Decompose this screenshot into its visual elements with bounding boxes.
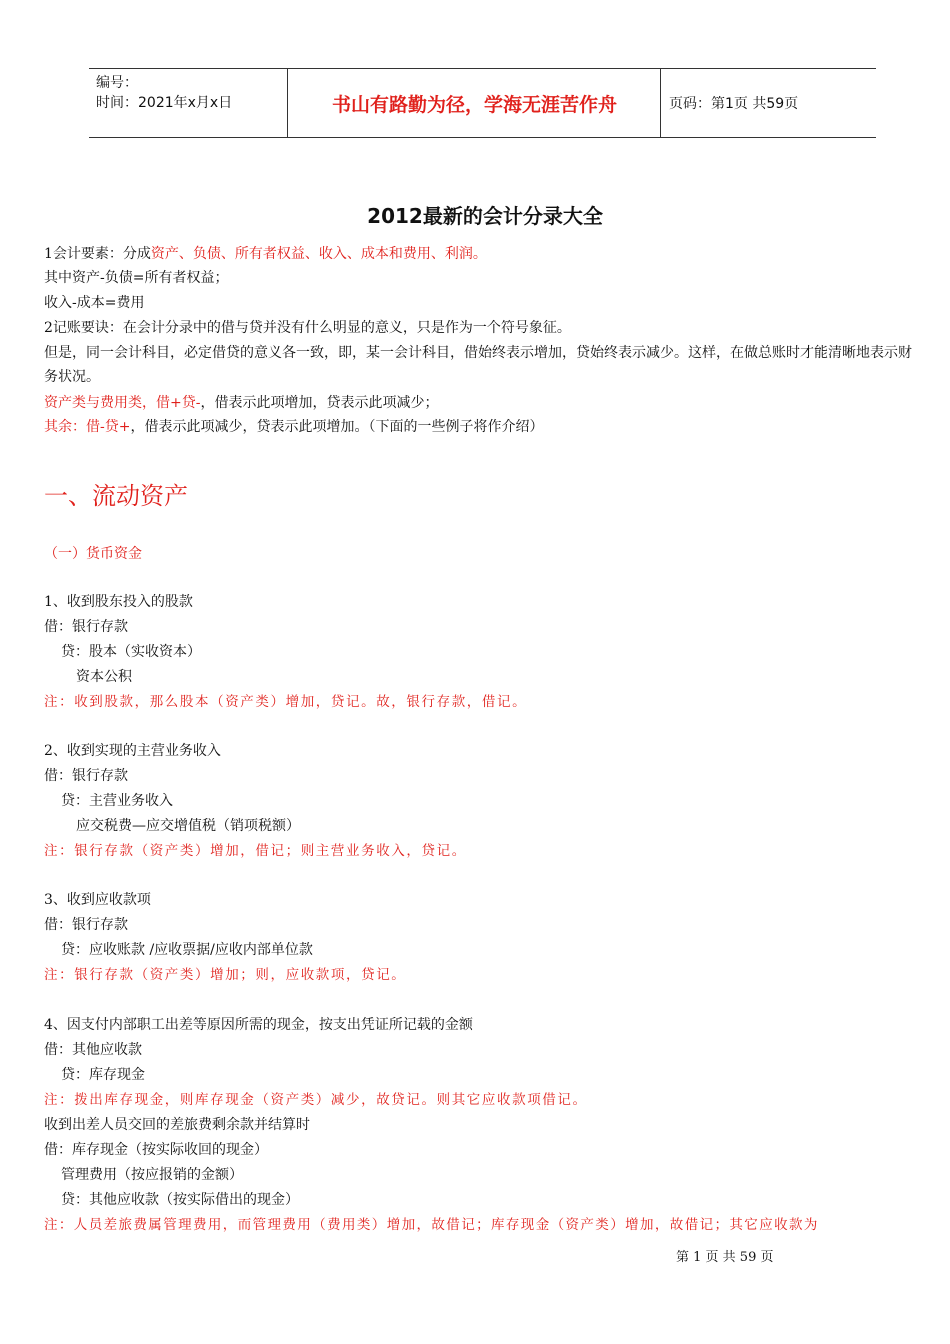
intro-line-4: 2记账要诀：在会计分录中的借与贷并没有什么明显的意义，只是作为一个符号象征。 bbox=[44, 320, 571, 336]
entry-credit: 贷：库存现金 bbox=[61, 1067, 145, 1083]
header-divider bbox=[660, 69, 661, 137]
intro-line-1 bbox=[44, 244, 487, 264]
header-page-info: 页码：第1页 共59页 bbox=[669, 96, 799, 112]
entry-note: 注：银行存款（资产类）增加，借记；则主营业务收入，贷记。 bbox=[44, 843, 467, 859]
intro-line-7 bbox=[44, 417, 543, 437]
page-footer: 第 1 页 共 59 页 bbox=[676, 1250, 774, 1265]
entry-debit: 借：银行存款 bbox=[44, 917, 128, 933]
entry-debit: 借：库存现金（按实际收回的现金） bbox=[44, 1142, 268, 1158]
intro-line-2: 其中资产-负债=所有者权益； bbox=[44, 270, 229, 286]
entry-credit: 贷：应收账款 /应收票据/应收内部单位款 bbox=[61, 942, 313, 958]
entry-title: 3、收到应收款项 bbox=[44, 892, 151, 908]
entry-title: 1、收到股东投入的股款 bbox=[44, 594, 193, 610]
intro-line-3: 收入-成本=费用 bbox=[44, 295, 145, 311]
entry-title: 4、因支付内部职工出差等原因所需的现金，按支出凭证所记载的金额 bbox=[44, 1017, 473, 1033]
intro-line-7-highlight: 其余：借-贷+ bbox=[44, 419, 131, 435]
entry-credit: 资本公积 bbox=[76, 669, 132, 685]
number-label: 编号： bbox=[96, 75, 138, 91]
intro-line-7-text: ，借表示此项减少，贷表示此项增加。（下面的一些例子将作介绍） bbox=[130, 419, 544, 435]
entry-note: 注：拨出库存现金，则库存现金（资产类）减少，故贷记。则其它应收款项借记。 bbox=[44, 1092, 588, 1108]
entry-credit: 贷：其他应收款（按实际借出的现金） bbox=[61, 1192, 299, 1208]
entry-note: 注：收到股款，那么股本（资产类）增加，贷记。故，银行存款，借记。 bbox=[44, 694, 528, 710]
entry-title: 2、收到实现的主营业务收入 bbox=[44, 743, 221, 759]
intro-line-1-text: 1会计要素：分成 bbox=[44, 246, 151, 262]
time-label: 时间：2021年x月x日 bbox=[96, 95, 233, 111]
intro-line-6 bbox=[44, 393, 438, 413]
entry-debit: 借：银行存款 bbox=[44, 619, 128, 635]
entry-credit: 贷：主营业务收入 bbox=[61, 793, 173, 809]
intro-line-6-highlight: 资产类与费用类，借+贷- bbox=[44, 395, 201, 411]
header-table bbox=[89, 68, 876, 138]
entry-note: 注：人员差旅费属管理费用，而管理费用（费用类）增加，故借记；库存现金（资产类）增加，故借记；其它应收款为 bbox=[44, 1217, 819, 1233]
intro-line-1-highlight: 资产、负债、所有者权益、收入、成本和费用、利润。 bbox=[150, 246, 487, 262]
entry-text: 收到出差人员交回的差旅费剩余款并结算时 bbox=[44, 1117, 310, 1133]
intro-line-5: 但是，同一会计科目，必定借贷的意义各一致，即，某一会计科目，借始终表示增加，贷始终表示减少。这样，在做总账时才能清晰地表示财务状况。 bbox=[44, 345, 912, 385]
document-title: 2012最新的会计分录大全 bbox=[367, 204, 603, 228]
subsection-heading: （一）货币资金 bbox=[44, 546, 142, 562]
entry-debit: 管理费用（按应报销的金额） bbox=[61, 1167, 243, 1183]
section-heading: 一、流动资产 bbox=[44, 482, 188, 510]
intro-line-6-text: ，借表示此项增加，贷表示此项减少； bbox=[200, 395, 439, 411]
entry-debit: 借：其他应收款 bbox=[44, 1042, 142, 1058]
header-motto: 书山有路勤为径，学海无涯苦作舟 bbox=[331, 93, 617, 116]
entry-debit: 借：银行存款 bbox=[44, 768, 128, 784]
header-meta bbox=[96, 73, 232, 113]
entry-note: 注：银行存款（资产类）增加；则，应收款项，贷记。 bbox=[44, 967, 407, 983]
entry-credit: 应交税费—应交增值税（销项税额） bbox=[76, 818, 300, 834]
entry-credit: 贷：股本（实收资本） bbox=[61, 644, 201, 660]
